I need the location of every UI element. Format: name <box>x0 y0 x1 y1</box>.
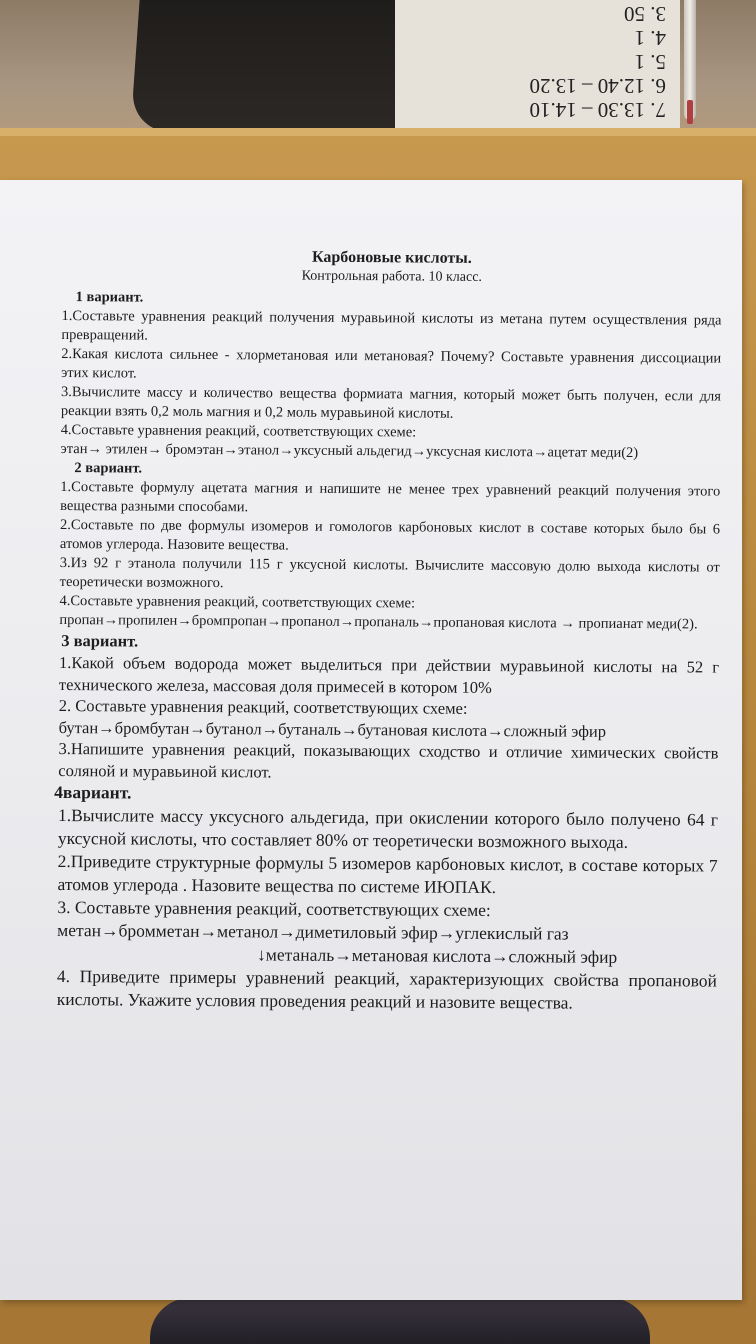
variant-heading: 4вариант. <box>54 781 132 803</box>
task: 2.Составьте по две формулы изомеров и гомологов карбоновых кислот в составе которых было бы 6 атомов углерода. Назовите вещества. <box>59 516 721 554</box>
worksheet-subtitle: Контрольная работа. 10 класс. <box>301 268 483 285</box>
task: 3.Вычислите массу и количество вещества формиата магния, который может быть получен, если для реакции взять 0,2 моль магния и 0,2 моль муравьиной кислоты. <box>60 383 722 422</box>
note-line: 4. 1 <box>634 26 666 50</box>
handwritten-note <box>395 0 680 128</box>
task: 4. Приведите примеры уравнений реакций, характеризующих свойства пропановой кислоты. Укажите условия проведения реакций и назовите вещества. <box>56 965 717 1013</box>
task: 2. Составьте уравнения реакций, соответствующих схеме: <box>58 695 468 718</box>
worksheet-content <box>54 246 722 1016</box>
variant-1 <box>61 288 722 464</box>
note-line: 7. 13.30 – 14.10 <box>529 98 666 122</box>
desk-edge <box>0 128 756 136</box>
variant-2 <box>59 459 720 635</box>
note-line: 6. 12.40 – 13.20 <box>529 74 666 98</box>
reaction-scheme: пропан→пропилен→бромпропан→пропанол→пропаналь→пропановая кислота → пропианат меди(2). <box>59 611 698 633</box>
task: 3. Составьте уравнения реакций, соответствующих схеме: <box>57 896 491 921</box>
worksheet-title: Карбоновые кислоты. <box>311 248 472 267</box>
reaction-scheme: метан→бромметан→метанол→диметиловый эфир→углекислый газ <box>57 919 569 944</box>
task: 3.Напишите уравнения реакций, показывающих сходство и отличие химических свойств соляной и муравьиной кислот. <box>58 738 719 781</box>
task: 1.Вычислите массу уксусного альдегида, при окислении которого было получено 64 г уксусной кислоты, что составляет 80% от теоретически возможного выхода. <box>57 804 719 852</box>
task: 4.Составьте уравнения реакций, соответствующих схеме: <box>60 421 417 441</box>
task: 1.Составьте формулу ацетата магния и напишите не менее трех уравнений реакций получения этого вещества разными способами. <box>60 478 721 516</box>
background-top <box>0 0 756 140</box>
variant-heading: 2 вариант. <box>74 460 143 477</box>
variant-heading: 1 вариант. <box>75 289 144 306</box>
variant-heading: 3 вариант. <box>61 631 139 651</box>
note-line: 3. 50 <box>624 2 666 26</box>
note-line: 5. 1 <box>634 50 666 74</box>
variant-3 <box>58 630 719 786</box>
task: 4.Составьте уравнения реакций, соответствующих схеме: <box>59 592 416 612</box>
task: 1.Составьте уравнения реакций получения муравьиной кислоты из метана путем осуществления ряда превращений. <box>61 307 722 344</box>
variant-4 <box>54 781 719 1016</box>
task: 3.Из 92 г этанола получили 115 г уксусной кислоты. Вычислите массовую долю выхода кислоты от теоретически возможного. <box>59 554 720 592</box>
task: 2.Приведите структурные формулы 5 изомеров карбоновых кислот, в составе которых 7 атомов углерода . Назовите вещества по системе ИЮПАК. <box>57 850 718 898</box>
reaction-scheme: бутан→бромбутан→бутанол→бутаналь→бутановая кислота→сложный эфир <box>58 717 607 741</box>
reaction-scheme-branch: ↓метаналь→метановая кислота→сложный эфир <box>256 944 618 967</box>
task: 2.Какая кислота сильнее - хлорметановая или метановая? Почему? Составьте уравнения диссоциации этих кислот. <box>61 345 722 382</box>
reaction-scheme: этан→ этилен→ бромэтан→этанол→уксусный альдегид→уксусная кислота→ацетат меди(2) <box>60 440 639 462</box>
pen-tip <box>687 100 693 124</box>
shoe-shadow <box>150 1298 650 1344</box>
task: 1.Какой объем водорода может выделиться при действии муравьиной кислоты на 52 г технического железа, массовая доля примесей в котором 10% <box>58 652 720 697</box>
